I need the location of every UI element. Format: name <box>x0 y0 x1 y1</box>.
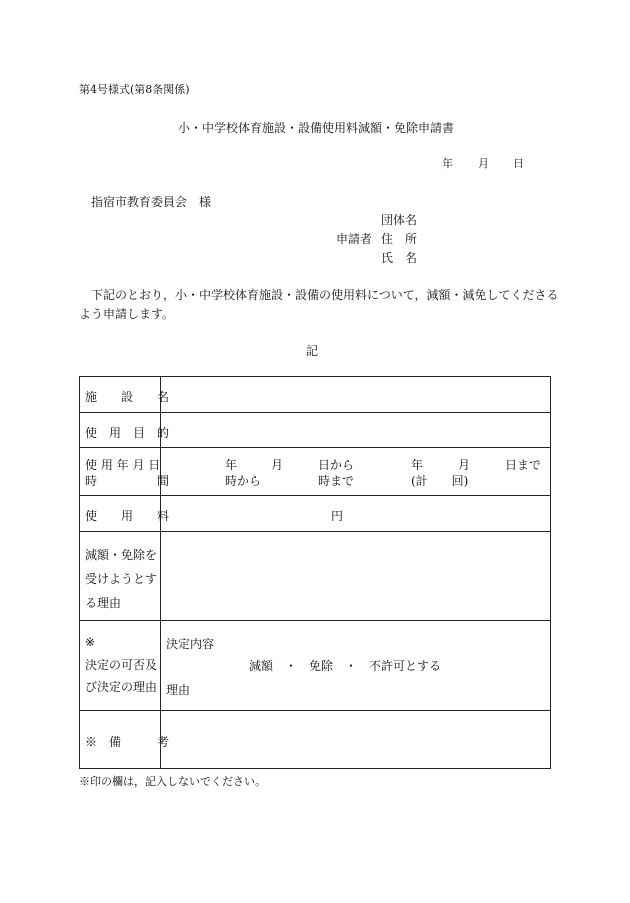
applicant-role-label: 申請者 <box>336 232 373 246</box>
label-cell <box>80 532 161 621</box>
dt-time-to: 時まで <box>318 474 355 488</box>
row-decision <box>80 620 550 711</box>
decision-mark: ※ <box>85 635 96 649</box>
dt-year-to: 年 <box>411 458 424 472</box>
remarks-label: ※ 備 考 <box>85 735 170 749</box>
date-month: 月 <box>478 157 489 170</box>
reason-value[interactable] <box>161 532 550 621</box>
row-remarks <box>80 710 550 769</box>
dt-count: (計 回) <box>411 474 469 488</box>
remarks-value <box>161 711 550 769</box>
row-facility <box>80 377 550 412</box>
body-text-line-1: 下記のとおり，小・中学校体育施設・設備の使用料について，減額・減免してくださる <box>91 288 559 302</box>
row-purpose <box>80 412 550 448</box>
facility-label: 施 設 名 <box>85 390 170 404</box>
org-name-label: 団体名 <box>381 213 418 227</box>
dt-month-from: 月 <box>271 458 284 472</box>
label-cell <box>80 711 170 769</box>
row-datetime <box>80 447 550 496</box>
label-cell <box>80 448 170 496</box>
label-cell <box>80 621 161 711</box>
ki-heading: 記 <box>306 344 319 358</box>
dt-day-from: 日から <box>318 458 355 472</box>
label-cell <box>80 496 170 532</box>
yen-unit: 円 <box>331 509 344 523</box>
fee-label: 使 用 料 <box>85 509 170 523</box>
row-reason <box>80 531 550 621</box>
label-cell <box>80 413 170 448</box>
purpose-value[interactable] <box>161 413 550 448</box>
decision-reason-label: 理由 <box>166 683 191 697</box>
dt-day-to: 日まで <box>505 458 542 472</box>
dt-time-from: 時から <box>225 474 262 488</box>
datetime-label-1: 使 用 年 月 日 <box>85 458 161 472</box>
form-title: 小・中学校体育施設・設備使用料減額・免除申請書 <box>178 121 455 135</box>
datetime-label-2: 時 間 <box>85 474 170 488</box>
decision-label-2: び決定の理由 <box>85 680 158 694</box>
fee-value[interactable] <box>161 496 550 532</box>
label-cell <box>80 377 170 412</box>
dt-year-from: 年 <box>225 458 238 472</box>
row-fee <box>80 495 550 532</box>
facility-value[interactable] <box>161 377 550 412</box>
addressee: 指宿市教育委員会 様 <box>91 195 212 209</box>
decision-options: 減額 ・ 免除 ・ 不許可とする <box>249 659 442 673</box>
footnote: ※印の欄は，記入しないでください。 <box>79 775 266 788</box>
application-table <box>79 376 551 769</box>
decision-content-label: 決定内容 <box>166 637 215 651</box>
body-text-line-2: よう申請します。 <box>79 307 175 321</box>
datetime-value[interactable] <box>161 448 550 496</box>
date-year: 年 <box>442 157 453 170</box>
decision-value <box>161 621 550 711</box>
reason-label-3: る理由 <box>85 596 122 610</box>
date-day: 日 <box>513 157 524 170</box>
purpose-label: 使 用 目 的 <box>85 426 170 440</box>
decision-label-1: 決定の可否及 <box>85 658 158 672</box>
dt-month-to: 月 <box>458 458 471 472</box>
reason-label-1: 減額・免除を <box>85 548 158 562</box>
name-label: 氏 名 <box>381 251 418 265</box>
form-number: 第4号様式(第8条関係) <box>79 83 190 96</box>
address-label: 住 所 <box>381 232 418 246</box>
reason-label-2: 受けようとす <box>85 572 158 586</box>
